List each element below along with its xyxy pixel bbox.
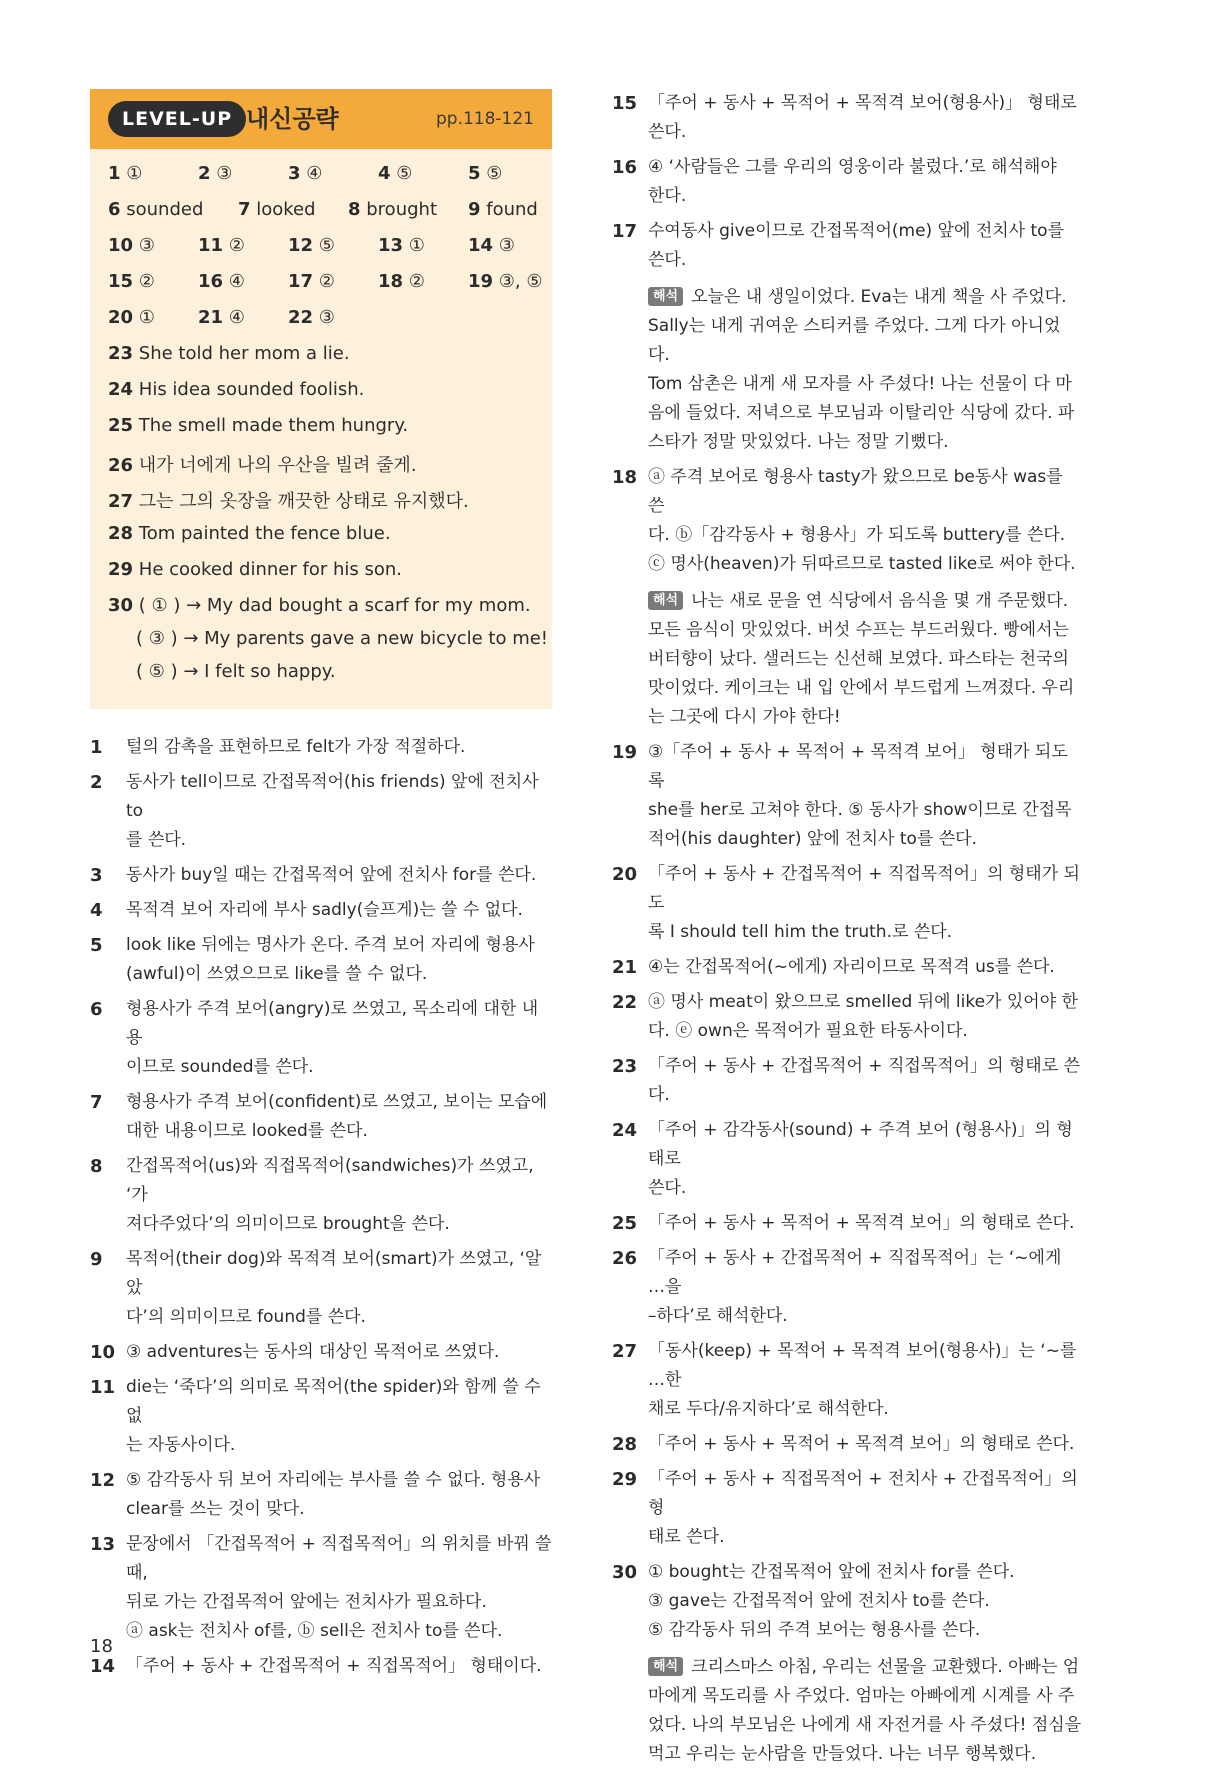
answer-item: 28 Tom painted the fence blue. (108, 523, 391, 544)
explanation-text: 「주어 + 동사 + 간접목적어 + 직접목적어」 형태이다. (126, 1656, 542, 1676)
explanation-number: 17 (612, 221, 638, 242)
explanation-item (90, 931, 552, 989)
answer-item: 4 ⑤ (378, 163, 413, 184)
explanation-text: 형용사가 주격 보어(confident)로 쓰였고, 보이는 모습에 대한 내용이므로 looked를 쓴다. (126, 1092, 548, 1141)
explanation-item (90, 1530, 552, 1646)
answer-item: 25 The smell made them hungry. (108, 415, 409, 436)
explanation-number: 19 (612, 742, 638, 763)
explanation-item (612, 217, 1082, 457)
explanation-number: 27 (612, 1341, 638, 1362)
explanation-number: 3 (90, 865, 103, 886)
explanation-number: 2 (90, 772, 103, 793)
translation-block: 해석 오늘은 내 생일이었다. Eva는 내게 책을 사 주었다. Sally는 내게 귀여운 스티커를 주었다. 그게 다가 아니었다. Tom 삼촌은 내게 새 모자를 사 주셨다! 나는 선물이 다 마 음에 들었다. 저녁으로 부모님과 이탈리안 식당에 갔다. 파 스타가 정말 맛있었다. 나는 정말 기뻤다. (648, 287, 1075, 452)
explanation-item (612, 1052, 1082, 1110)
explanation-text: 「주어 + 동사 + 간접목적어 + 직접목적어」의 형태로 쓴다. (648, 1056, 1080, 1105)
explanation-text: 「주어 + 동사 + 목적어 + 목적격 보어(형용사)」 형태로 쓴다. (648, 93, 1077, 142)
explanation-number: 20 (612, 864, 638, 885)
answer-item: 18 ② (378, 271, 425, 292)
explanation-text: ⑤ 감각동사 뒤 보어 자리에는 부사를 쓸 수 없다. 형용사 clear를 쓰는 것이 맞다. (126, 1470, 541, 1519)
page-number: 18 (90, 1636, 113, 1657)
left-column (90, 89, 552, 1687)
explanation-item (612, 953, 1082, 982)
explanation-text: 동사가 tell이므로 간접목적어(his friends) 앞에 전치사 to 를 쓴다. (126, 772, 539, 850)
explanation-number: 15 (612, 93, 638, 114)
answer-item: 21 ④ (198, 307, 245, 328)
explanation-number: 24 (612, 1120, 638, 1141)
explanation-item (90, 1466, 552, 1524)
answer-item: 5 ⑤ (468, 163, 503, 184)
answer-item: 15 ② (108, 271, 155, 292)
explanation-number: 22 (612, 992, 638, 1013)
explanation-number: 29 (612, 1469, 638, 1490)
section-title: 내신공략 (246, 105, 339, 133)
explanation-number: 21 (612, 957, 638, 978)
explanation-text: 「주어 + 동사 + 직접목적어 + 전치사 + 간접목적어」의 형 태로 쓴다. (648, 1469, 1078, 1547)
answer-box-header (90, 89, 552, 149)
answer-continuation: ( ③ ) → My parents gave a new bicycle to me! (136, 628, 549, 649)
explanation-item (90, 733, 552, 762)
explanation-number: 6 (90, 999, 103, 1020)
answer-item: 1 ① (108, 163, 143, 184)
explanation-text: 문장에서 「간접목적어 + 직접목적어」의 위치를 바꿔 쓸 때, 뒤로 가는 간접목적어 앞에는 전치사가 필요하다. ⓐ ask는 전치사 of를, ⓑ sell은 전치사 to를 쓴다. (126, 1534, 552, 1641)
explanation-text: ⓐ 명사 meat이 왔으므로 smelled 뒤에 like가 있어야 한 다. ⓔ own은 목적어가 필요한 타동사이다. (648, 992, 1078, 1041)
answer-item: 22 ③ (288, 307, 335, 328)
explanation-text: ③ adventures는 동사의 대상인 목적어로 쓰였다. (126, 1342, 500, 1362)
explanation-number: 13 (90, 1534, 116, 1555)
explanation-text: ① bought는 간접목적어 앞에 전치사 for를 쓴다. ③ gave는 간접목적어 앞에 전치사 to를 쓴다. ⑤ 감각동사 뒤의 주격 보어는 형용사를 쓴다. 해석 크리스마스 아침, 우리는 선물을 교환했다. 아빠는 엄 마에게 목도리를 사 주었다. 엄마는 아빠에게 시계를 사 주 었다. 나의 부모님은 나에게 새 자전거를 사 주셨다! 점심을 먹고 우리는 눈사람을 만들었다. 나는 너무 행복했다. (648, 1558, 1082, 1769)
explanation-text: ③「주어 + 동사 + 목적어 + 목적격 보어」 형태가 되도록 she를 her로 고쳐야 한다. ⑤ 동사가 show이므로 간접목 적어(his daughter) 앞에 전치사 to를 쓴다. (648, 742, 1072, 849)
right-column (612, 89, 1082, 1775)
right-explanations (612, 89, 1082, 1769)
answer-item: 27 그는 그의 옷장을 깨끗한 상태로 유지했다. (108, 491, 469, 512)
answer-item: 20 ① (108, 307, 155, 328)
explanation-text: look like 뒤에는 명사가 온다. 주격 보어 자리에 형용사 (awful)이 쓰였으므로 like를 쓸 수 없다. (126, 935, 535, 984)
explanation-text: 「주어 + 동사 + 목적어 + 목적격 보어」의 형태로 쓴다. (648, 1213, 1075, 1233)
explanation-text: 간접목적어(us)와 직접목적어(sandwiches)가 쓰였고, ‘가 져다주었다’의 의미이므로 brought을 쓴다. (126, 1156, 534, 1234)
answer-item: 19 ③, ⑤ (468, 271, 543, 292)
answer-item: 29 He cooked dinner for his son. (108, 559, 402, 580)
explanation-item (612, 1465, 1082, 1552)
answer-continuation: ( ⑤ ) → I felt so happy. (136, 661, 336, 682)
answer-item: 30 ( ① ) → My dad bought a scarf for my mom. (108, 595, 531, 616)
explanation-text: 「동사(keep) + 목적어 + 목적격 보어(형용사)」는 ‘~를 …한 채로 두다/유지하다’로 해석한다. (648, 1341, 1077, 1419)
explanation-item (90, 1373, 552, 1460)
explanation-number: 14 (90, 1656, 116, 1677)
explanation-text: 동사가 buy일 때는 간접목적어 앞에 전치사 for를 쓴다. (126, 865, 537, 885)
explanation-item (612, 153, 1082, 211)
explanation-number: 11 (90, 1377, 116, 1398)
explanation-item (90, 1088, 552, 1146)
answer-item: 3 ④ (288, 163, 323, 184)
answer-item: 2 ③ (198, 163, 233, 184)
explanation-number: 12 (90, 1470, 116, 1491)
answer-item: 12 ⑤ (288, 235, 335, 256)
explanation-number: 30 (612, 1562, 638, 1583)
explanation-item (612, 738, 1082, 854)
translation-badge: 해석 (648, 1657, 683, 1676)
answer-item: 7 looked (238, 199, 316, 220)
explanation-text: 「주어 + 동사 + 목적어 + 목적격 보어」의 형태로 쓴다. (648, 1434, 1075, 1454)
explanation-text: 털의 감촉을 표현하므로 felt가 가장 적절하다. (126, 737, 466, 757)
explanation-item (612, 860, 1082, 947)
explanation-item (612, 463, 1082, 732)
explanation-number: 18 (612, 467, 638, 488)
explanation-number: 25 (612, 1213, 638, 1234)
answer-item: 24 His idea sounded foolish. (108, 379, 365, 400)
explanation-item (90, 768, 552, 855)
explanation-number: 9 (90, 1249, 103, 1270)
explanation-number: 26 (612, 1248, 638, 1269)
translation-badge: 해석 (648, 591, 683, 610)
left-explanations (90, 733, 552, 1681)
explanation-number: 8 (90, 1156, 103, 1177)
explanation-item (90, 1652, 552, 1681)
explanation-number: 1 (90, 737, 103, 758)
explanation-text: 수여동사 give이므로 간접목적어(me) 앞에 전치사 to를 쓴다. 해석 오늘은 내 생일이었다. Eva는 내게 책을 사 주었다. Sally는 내게 귀여운 스티커를 주었다. 그게 다가 아니었다. Tom 삼촌은 내게 새 모자를 사 주셨다! 나는 선물이 다 마 음에 들었다. 저녁으로 부모님과 이탈리안 식당에 갔다. 파 스타가 정말 맛있었다. 나는 정말 기뻤다. (648, 217, 1082, 457)
level-up-badge: LEVEL-UP (108, 101, 246, 137)
explanation-item (612, 1337, 1082, 1424)
explanation-number: 23 (612, 1056, 638, 1077)
explanation-text: ⓐ 주격 보어로 형용사 tasty가 왔으므로 be동사 was를 쓴 다. ⓑ「감각동사 + 형용사」가 되도록 buttery를 쓴다. ⓒ 명사(heaven)가 뒤따르므로 tasted like로 써야 한다. 해석 나는 새로 문을 연 식당에서 음식을 몇 개 주문했다. 모든 음식이 맛있었다. 버섯 수프는 부드러웠다. 빵에서는 버터향이 났다. 샐러드는 신선해 보였다. 파스타는 천국의 맛이었다. 케이크는 내 입 안에서 부드럽게 느껴졌다. 우리 는 그곳에 다시 가야 한다! (648, 463, 1082, 732)
explanation-item (612, 988, 1082, 1046)
translation-block: 해석 나는 새로 문을 연 식당에서 음식을 몇 개 주문했다. 모든 음식이 맛있었다. 버섯 수프는 부드러웠다. 빵에서는 버터향이 났다. 샐러드는 신선해 보였다. 파스타는 천국의 맛이었다. 케이크는 내 입 안에서 부드럽게 느껴졌다. 우리 는 그곳에 다시 가야 한다! (648, 591, 1075, 727)
explanation-item (612, 89, 1082, 147)
explanation-number: 7 (90, 1092, 103, 1113)
explanation-text: 목적어(their dog)와 목적격 보어(smart)가 쓰였고, ‘알았 다’의 의미이므로 found를 쓴다. (126, 1249, 542, 1327)
explanation-number: 16 (612, 157, 638, 178)
explanation-item (612, 1244, 1082, 1331)
explanation-item (612, 1209, 1082, 1238)
explanation-text: 「주어 + 감각동사(sound) + 주격 보어 (형용사)」의 형태로 쓴다. (648, 1120, 1073, 1198)
answer-item: 23 She told her mom a lie. (108, 343, 350, 364)
explanation-number: 28 (612, 1434, 638, 1455)
answer-item: 8 brought (348, 199, 437, 220)
explanation-number: 4 (90, 900, 103, 921)
explanation-text: 형용사가 주격 보어(angry)로 쓰였고, 목소리에 대한 내용 이므로 sounded를 쓴다. (126, 999, 539, 1077)
answer-item: 11 ② (198, 235, 245, 256)
explanation-item (90, 861, 552, 890)
explanation-item (90, 995, 552, 1082)
explanation-text: die는 ‘죽다’의 의미로 목적어(the spider)와 함께 쓸 수 없 는 자동사이다. (126, 1377, 541, 1455)
answer-item: 17 ② (288, 271, 335, 292)
answer-item: 9 found (468, 199, 538, 220)
answer-item: 13 ① (378, 235, 425, 256)
answer-item: 26 내가 너에게 나의 우산을 빌려 줄게. (108, 455, 417, 476)
explanation-text: ④는 간접목적어(~에게) 자리이므로 목적격 us를 쓴다. (648, 957, 1055, 977)
explanation-number: 10 (90, 1342, 116, 1363)
explanation-item (90, 1245, 552, 1332)
explanation-text: 「주어 + 동사 + 간접목적어 + 직접목적어」의 형태가 되도 록 I should tell him the truth.로 쓴다. (648, 864, 1080, 942)
explanation-item (90, 896, 552, 925)
explanation-text: 「주어 + 동사 + 간접목적어 + 직접목적어」는 ‘~에게 …을 –하다’로 해석한다. (648, 1248, 1062, 1326)
answer-item: 10 ③ (108, 235, 155, 256)
explanation-item (612, 1430, 1082, 1459)
page-range: pp.118-121 (435, 109, 534, 129)
explanation-text: 목적격 보어 자리에 부사 sadly(슬프게)는 쓸 수 없다. (126, 900, 523, 920)
answer-box (90, 89, 552, 709)
translation-block: 해석 크리스마스 아침, 우리는 선물을 교환했다. 아빠는 엄 마에게 목도리를 사 주었다. 엄마는 아빠에게 시계를 사 주 었다. 나의 부모님은 나에게 새 자전거를 사 주셨다! 점심을 먹고 우리는 눈사람을 만들었다. 나는 너무 행복했다. (648, 1657, 1082, 1764)
answer-item: 14 ③ (468, 235, 515, 256)
explanation-text: ④ ‘사람들은 그를 우리의 영웅이라 불렀다.’로 해석해야 한다. (648, 157, 1057, 206)
explanation-item (612, 1116, 1082, 1203)
answer-item: 16 ④ (198, 271, 245, 292)
translation-badge: 해석 (648, 287, 683, 306)
explanation-item (90, 1152, 552, 1239)
answer-item: 6 sounded (108, 199, 204, 220)
explanation-item (90, 1338, 552, 1367)
answer-key (90, 149, 552, 709)
explanation-number: 5 (90, 935, 103, 956)
explanation-item (612, 1558, 1082, 1769)
